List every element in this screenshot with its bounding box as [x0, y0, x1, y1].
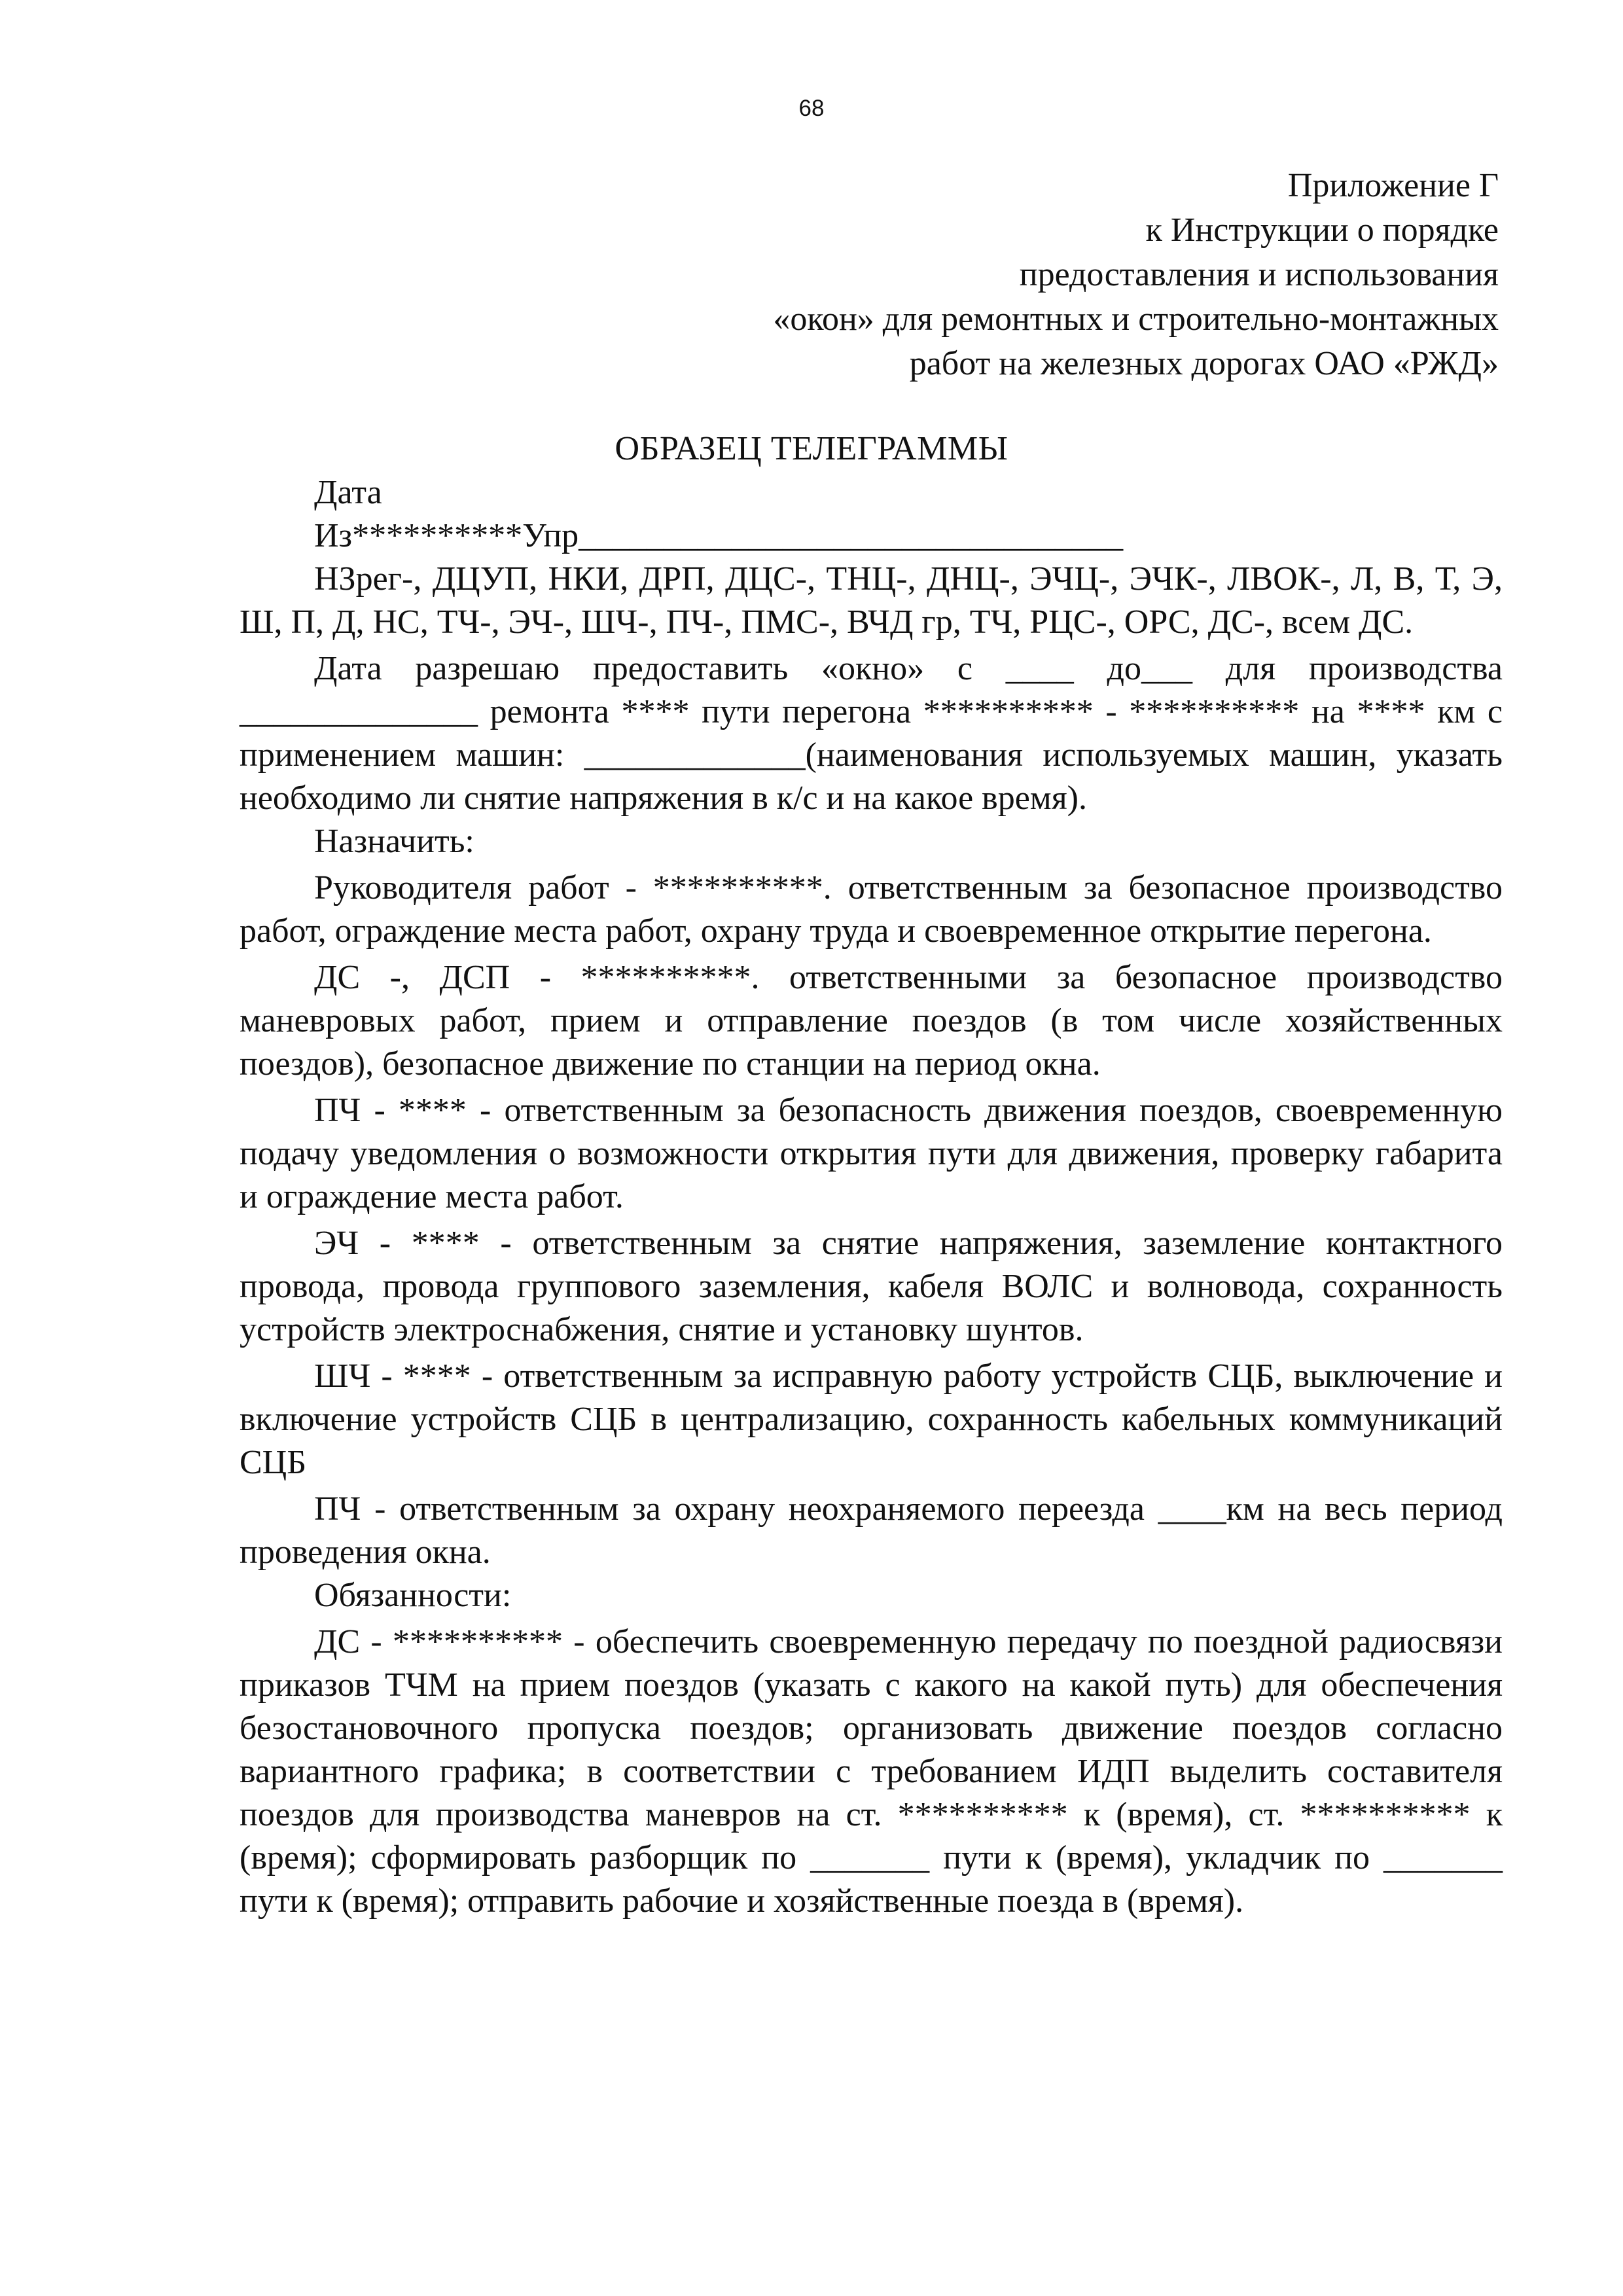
duties-heading: Обязанности: [314, 1577, 512, 1614]
page-number: 68 [798, 96, 825, 121]
appendix-line: к Инструкции о порядке [1145, 211, 1499, 249]
permission-paragraph: Дата разрешаю предоставить «окно» с ____ до___ для производства ______________ ремонта **** пути перегона ********** - ********** на **** км с применением машин: _____________(наименования используемых машин, указать необходимо ли снятие напряжения в к/с и на какое время). [240, 650, 1503, 817]
station-duties-paragraph: ДС - ********** - обеспечить своевременную передачу по поездной радиосвязи приказов ТЧМ на прием поездов (указать с какого на какой путь) для обеспечения безостановочного пропуска поездов; организовать движение поездов согласно вариантного графика; в соответствии с требованием ИДП выделить составителя поездов для производства маневров на ст. ********** к (время), ст. ********** к (время); сформировать разборщик по _______ пути к (время), укладчик по _______ пути к (время); отправить рабочие и хозяйственные поезда в (время). [240, 1623, 1503, 1920]
from-line: Из**********Упр________________________________ [314, 517, 1124, 554]
appendix-line: «окон» для ремонтных и строительно-монтажных [773, 300, 1499, 338]
appendix-header [773, 164, 1499, 386]
crossing-paragraph: ПЧ - ответственным за охрану неохраняемого переезда ____км на весь период проведения окна. [240, 1490, 1503, 1571]
assign-heading: Назначить: [314, 823, 474, 860]
power-distance-paragraph: ЭЧ - **** - ответственным за снятие напряжения, заземление контактного провода, провода группового заземления, кабеля ВОЛС и волновода, сохранность устройств электроснабжения, снятие и установку шунтов. [240, 1225, 1503, 1348]
recipients-paragraph: НЗрег-, ДЦУП, НКИ, ДРП, ДЦС-, ТНЦ-, ДНЦ-, ЭЧЦ-, ЭЧК-, ЛВОК-, Л, В, Т, Э, Ш, П, Д, НС, ТЧ-, ЭЧ-, ШЧ-, ПЧ-, ПМС-, ВЧД гр, ТЧ, РЦС-, ОРС, ДС-, всем ДС. [240, 560, 1503, 641]
appendix-line: Приложение Г [1287, 167, 1499, 204]
date-line: Дата [314, 474, 382, 511]
work-leader-paragraph: Руководителя работ - **********. ответственным за безопасное производство работ, ограждение места работ, охрану труда и своевременное открытие перегона. [240, 869, 1503, 950]
appendix-line: предоставления и использования [1019, 256, 1499, 293]
telegram-body [240, 471, 1503, 1923]
station-duty-paragraph: ДС -, ДСП - **********. ответственными за безопасное производство маневровых работ, прием и отправление поездов (в том числе хозяйственных поездов), безопасное движение по станции на период окна. [240, 959, 1503, 1083]
signalling-distance-paragraph: ШЧ - **** - ответственным за исправную работу устройств СЦБ, выключение и включение устройств СЦБ в централизацию, сохранность кабельных коммуникаций СЦБ [240, 1357, 1503, 1481]
track-distance-paragraph: ПЧ - **** - ответственным за безопасность движения поездов, своевременную подачу уведомления о возможности открытия пути для движения, проверку габарита и ограждение места работ. [240, 1092, 1503, 1215]
appendix-line: работ на железных дорогах ОАО «РЖД» [909, 345, 1499, 382]
document-title: ОБРАЗЕЦ ТЕЛЕГРАММЫ [615, 430, 1008, 467]
